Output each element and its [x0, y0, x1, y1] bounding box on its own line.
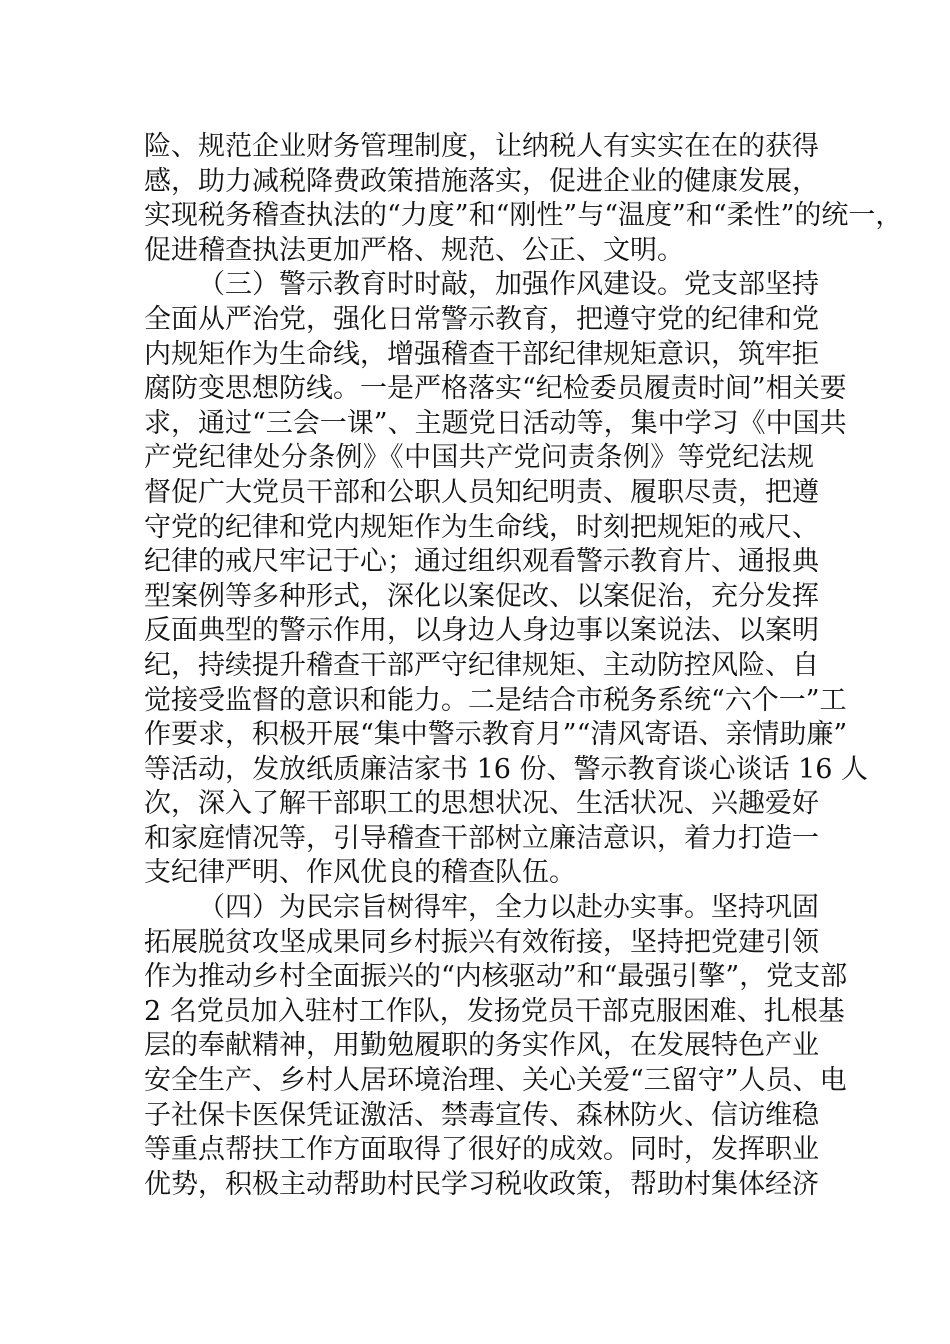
- text-line: 和家庭情况等，引导稽查干部树立廉洁意识，着力打造一: [144, 822, 819, 854]
- text-line: 等重点帮扶工作方面取得了很好的成效。同时，发挥职业: [144, 1134, 819, 1166]
- text-line: 次，深入了解干部职工的思想状况、生活状况、兴趣爱好: [144, 788, 819, 820]
- text-line: 安全生产、乡村人居环境治理、关心关爱“三留守”人员、电: [144, 1065, 847, 1097]
- text-line: 促进稽查执法更加严格、规范、公正、文明。: [144, 234, 684, 266]
- text-line: 产党纪律处分条例》《中国共产党问责条例》等党纪法规: [144, 442, 814, 474]
- text-line: 感，助力减税降费政策措施落实，促进企业的健康发展，: [144, 165, 819, 197]
- text-line: 求，通过“三会一课”、主题党日活动等，集中学习《中国共: [144, 407, 847, 439]
- text-line: 纪，持续提升稽查干部严守纪律规矩、主动防控风险、自: [144, 649, 819, 681]
- text-line: 型案例等多种形式，深化以案促改、以案促治，充分发挥: [144, 580, 819, 612]
- text-line: 作为推动乡村全面振兴的“内核驱动”和“最强引擎”，党支部: [144, 961, 848, 993]
- text-line: 作要求，积极开展“集中警示教育月”“清风寄语、亲情助廉”: [144, 719, 848, 751]
- section-heading-line: （三）警示教育时时敲，加强作风建设。党支部坚持: [198, 269, 819, 301]
- text-line: 督促广大党员干部和公职人员知纪明责、履职尽责，把遵: [144, 476, 819, 508]
- text-line: 反面典型的警示作用，以身边人身边事以案说法、以案明: [144, 615, 819, 647]
- text-line: 纪律的戒尺牢记于心；通过组织观看警示教育片、通报典: [144, 546, 819, 578]
- text-line: 守党的纪律和党内规矩作为生命线，时刻把规矩的戒尺、: [144, 511, 819, 543]
- section-heading-line: （四）为民宗旨树得牢，全力以赴办实事。坚持巩固: [198, 892, 819, 924]
- text-line: 觉接受监督的意识和能力。二是结合市税务系统“六个一”工: [144, 684, 847, 716]
- text-line: 优势，积极主动帮助村民学习税收政策，帮助村集体经济: [144, 1168, 819, 1200]
- text-line: 实现税务稽查执法的“力度”和“刚性”与“温度”和“柔性”的统一，: [144, 200, 903, 232]
- text-line: 2 名党员加入驻村工作队，发扬党员干部克服困难、扎根基: [144, 995, 845, 1027]
- text-line: 内规矩作为生命线，增强稽查干部纪律规矩意识，筑牢拒: [144, 338, 819, 370]
- text-line: 子社保卡医保凭证激活、禁毒宣传、森林防火、信访维稳: [144, 1099, 819, 1131]
- text-line: 险、规范企业财务管理制度，让纳税人有实实在在的获得: [144, 131, 819, 162]
- body-text: [144, 130, 903, 1202]
- text-line: 层的奉献精神，用勤勉履职的务实作风，在发展特色产业: [144, 1030, 819, 1062]
- text-line: 全面从严治党，强化日常警示教育，把遵守党的纪律和党: [144, 303, 819, 335]
- text-line: 腐防变思想防线。一是严格落实“纪检委员履责时间”相关要: [144, 373, 847, 405]
- text-line: 拓展脱贫攻坚成果同乡村振兴有效衔接，坚持把党建引领: [144, 926, 819, 958]
- text-line: 支纪律严明、作风优良的稽查队伍。: [144, 857, 576, 889]
- text-line: 等活动，发放纸质廉洁家书 16 份、警示教育谈心谈话 16 人: [144, 753, 869, 785]
